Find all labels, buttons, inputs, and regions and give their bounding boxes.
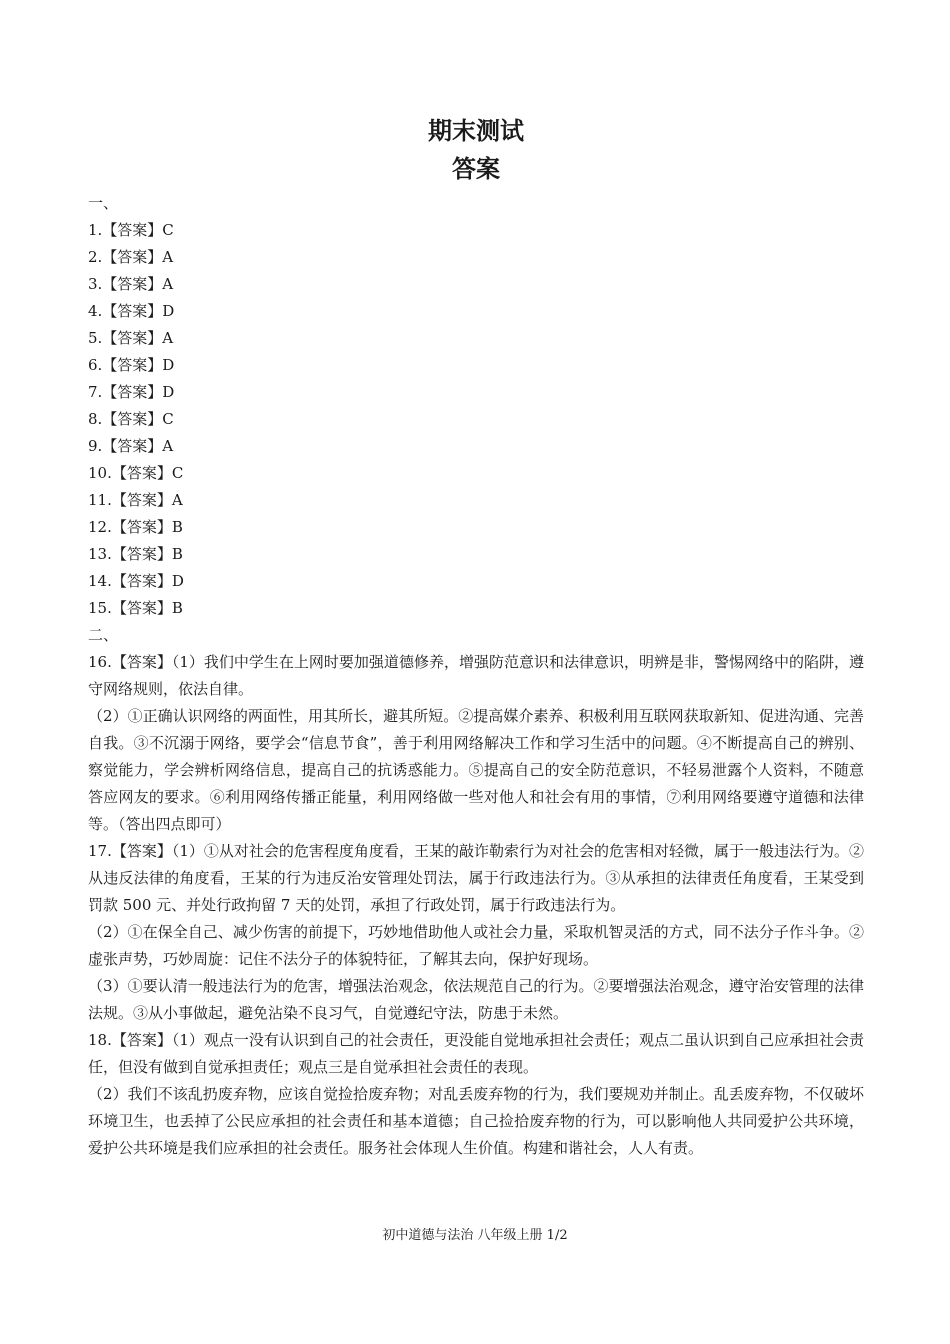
answer-paragraph: （2）我们不该乱扔废弃物，应该自觉捡拾废弃物；对乱丢废弃物的行为，我们要规劝并制止。乱丢废弃物，不仅破坏环境卫生，也丢掉了公民应承担的社会责任和基本道德；自己捡拾废弃物的行为，可以影响他人共同爱护公共环境，爱护公共环境是我们应承担的社会责任。服务社会体现人生价值。构建和谐社会，人人有责。 — [88, 1085, 864, 1157]
section-heading-2: 二、 — [88, 626, 119, 644]
answer-paragraph: （2）①在保全自己、减少伤害的前提下，巧妙地借助他人或社会力量，采取机智灵活的方式，同不法分子作斗争。②虚张声势，巧妙周旋：记住不法分子的体貌特征，了解其去向，保护好现场。 — [88, 923, 864, 968]
answer-line: 8.【答案】C — [88, 410, 174, 428]
answer-line: 6.【答案】D — [88, 356, 175, 374]
answer-line: 3.【答案】A — [88, 275, 174, 293]
answer-line: 9.【答案】A — [88, 437, 174, 455]
page-title: 期末测试 — [428, 117, 524, 145]
mc-answer-list — [88, 217, 864, 622]
answer-line: 12.【答案】B — [88, 518, 183, 536]
page-footer: 初中道德与法治 八年级上册 1/2 — [382, 1228, 568, 1243]
answer-paragraph: 18.【答案】（1）观点一没有认识到自己的社会责任，更没能自觉地承担社会责任；观点二虽认识到自己应承担社会责任，但没有做到自觉承担责任；观点三是自觉承担社会责任的表现。 — [88, 1031, 864, 1076]
section-heading-1: 一、 — [88, 194, 119, 212]
answer-line: 5.【答案】A — [88, 329, 174, 347]
answer-line: 13.【答案】B — [88, 545, 183, 563]
answer-line: 15.【答案】B — [88, 599, 183, 617]
answer-line: 14.【答案】D — [88, 572, 184, 590]
essay-answer-list — [88, 649, 864, 1162]
answer-page — [88, 112, 864, 1162]
answer-line: 7.【答案】D — [88, 383, 175, 401]
answer-paragraph: （2）①正确认识网络的两面性，用其所长，避其所短。②提高媒介素养、积极利用互联网获取新知、促进沟通、完善自我。③不沉溺于网络，要学会“信息节食”，善于利用网络解决工作和学习生活中的问题。④不断提高自己的辨别、察觉能力，学会辨析网络信息，提高自己的抗诱惑能力。⑤提高自己的安全防范意识，不轻易泄露个人资料，不随意答应网友的要求。⑥利用网络传播正能量，利用网络做一些对他人和社会有用的事情，⑦利用网络要遵守道德和法律等。（答出四点即可） — [88, 707, 864, 833]
answer-line: 11.【答案】A — [88, 491, 183, 509]
answer-paragraph: 16.【答案】（1）我们中学生在上网时要加强道德修养，增强防范意识和法律意识，明辨是非，警惕网络中的陷阱，遵守网络规则，依法自律。 — [88, 653, 864, 698]
answer-paragraph: （3）①要认清一般违法行为的危害，增强法治观念，依法规范自己的行为。②要增强法治观念，遵守治安管理的法律法规。③从小事做起，避免沾染不良习气，自觉遵纪守法，防患于未然。 — [88, 977, 864, 1022]
answer-line: 4.【答案】D — [88, 302, 175, 320]
answer-line: 2.【答案】A — [88, 248, 174, 266]
page-subtitle: 答案 — [452, 155, 500, 183]
answer-paragraph: 17.【答案】（1）①从对社会的危害程度角度看，王某的敲诈勒索行为对社会的危害相对轻微，属于一般违法行为。②从违反法律的角度看，王某的行为违反治安管理处罚法，属于行政违法行为。③从承担的法律责任角度看，王某受到罚款 500 元、并处行政拘留 7 天的处罚，承担了行政处罚，属于行政违法行为。 — [88, 842, 864, 914]
answer-line: 10.【答案】C — [88, 464, 184, 482]
answer-line: 1.【答案】C — [88, 221, 174, 239]
